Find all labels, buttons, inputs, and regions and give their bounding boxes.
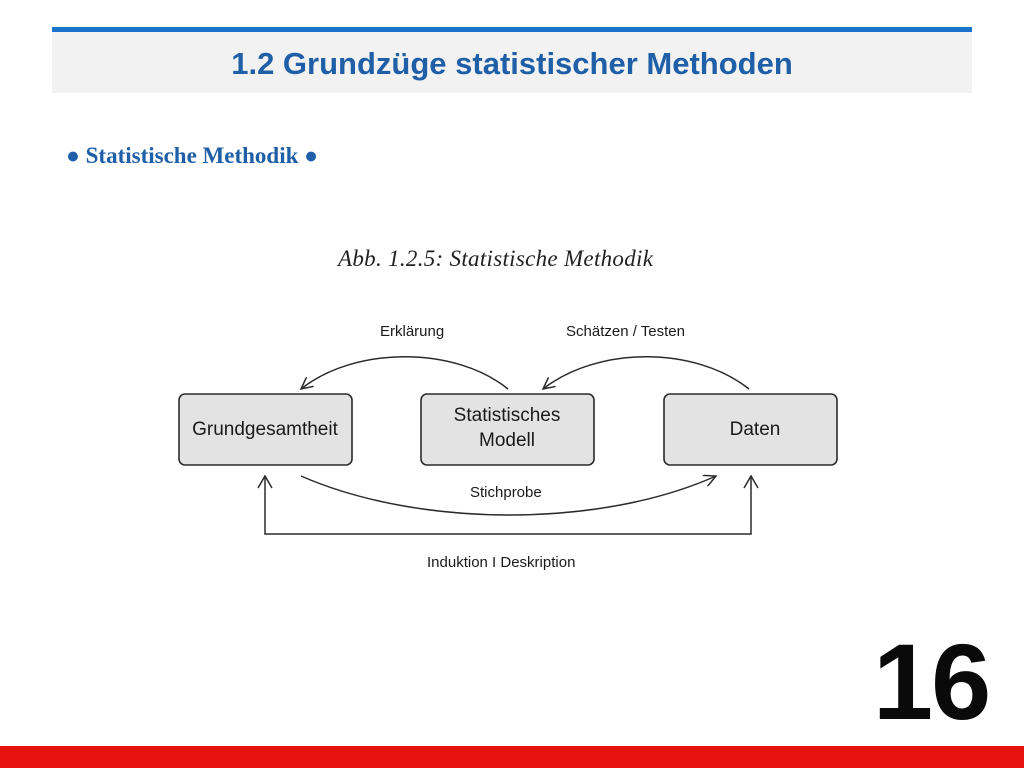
node-daten (664, 394, 837, 465)
page-number: 16 (873, 621, 990, 742)
section-heading: ● Statistische Methodik ● (66, 143, 319, 168)
node-daten-label: Daten (729, 419, 781, 440)
edge-label-stichprobe: Stichprobe (470, 484, 542, 501)
edge-label-induktion-deskription: Induktion I Deskription (427, 554, 576, 571)
edge-label-erklaerung: Erklärung (380, 323, 445, 340)
node-grundgesamtheit-label: Grundgesamtheit (192, 419, 338, 440)
arrow-schaetzen-testen (543, 357, 749, 389)
edge-label-schaetzen-testen: Schätzen / Testen (566, 323, 685, 340)
figure-caption: Abb. 1.2.5: Statistische Methodik (338, 246, 654, 271)
arrow-erklaerung (301, 357, 508, 389)
node-modell-label-line1: Statistisches (453, 405, 561, 426)
node-statistisches-modell (421, 394, 594, 465)
node-grundgesamtheit (179, 394, 352, 465)
bottom-accent-bar (0, 746, 1024, 768)
node-modell-label-line2: Modell (479, 430, 535, 451)
slide-title: 1.2 Grundzüge statistischer Methoden (231, 46, 793, 81)
